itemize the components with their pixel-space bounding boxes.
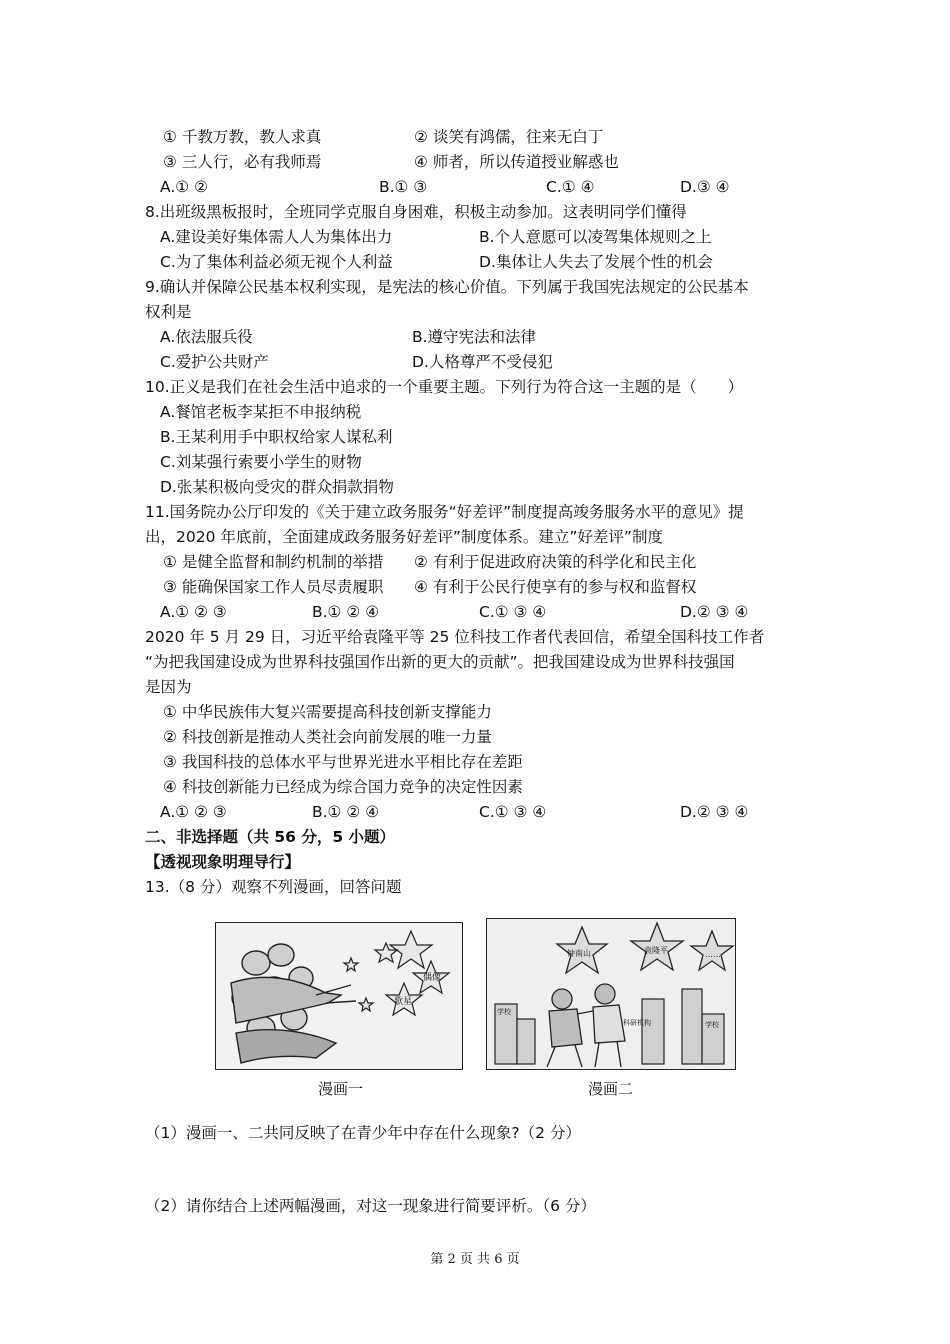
cartoon-two-star-label-3: ……: [705, 950, 721, 959]
q11-item-4: ④ 有利于公民行使享有的参与权和监督权: [414, 578, 697, 596]
q7-item-1: ① 千教万教，教人求真: [163, 128, 322, 146]
q7-option-b: B.① ③: [379, 178, 428, 196]
q12-item-3: ③ 我国科技的总体水平与世界光进水平相比存在差距: [163, 753, 523, 771]
q8-option-a: A.建设美好集体需人人为集体出力: [160, 228, 393, 246]
q11-option-a: A.① ② ③: [160, 603, 227, 621]
q12-option-b: B.① ② ④: [312, 803, 380, 821]
q11-option-b: B.① ② ④: [312, 603, 380, 621]
q7-item-4: ④ 师者，所以传道授业解惑也: [414, 153, 619, 171]
q9-option-d: D.人格尊严不受侵犯: [412, 353, 553, 371]
q11-item-1: ① 是健全监督和制约机制的举措: [163, 553, 384, 571]
q7-option-a: A.① ②: [160, 178, 208, 196]
q12-item-1: ① 中华民族伟大复兴需要提高科技创新支撑能力: [163, 703, 492, 721]
q12-item-4: ④ 科技创新能力已经成为综合国力竞争的决定性因素: [163, 778, 523, 796]
q12-option-d: D.② ③ ④: [680, 803, 749, 821]
section-subtitle: 【透视现象明理导行】: [145, 853, 301, 871]
q11-option-c: C.① ③ ④: [479, 603, 547, 621]
cartoon-two-illustration: [487, 919, 735, 1069]
q8-stem: 8.出班级黑板报时，全班同学克服自身困难，积极主动参加。这表明同学们懂得: [145, 203, 687, 221]
cartoon-two-star-label-2: 袁隆平: [644, 946, 668, 955]
cartoon-two: [486, 918, 736, 1070]
page-footer: 第 2 页 共 6 页: [430, 1252, 520, 1267]
q10-option-c: C.刘某强行索要小学生的财物: [160, 453, 362, 471]
cartoon-two-sign-3: 学校: [705, 1021, 719, 1029]
q9-option-a: A.依法服兵役: [160, 328, 253, 346]
q11-stem-line2: 出，2020 年底前，全面建成政务服务好差评”制度体系。建立”好差评”制度: [145, 528, 663, 546]
q10-stem: 10.正义是我们在社会生活中追求的一个重要主题。下列行为符合这一主题的是（ ）: [145, 378, 744, 396]
q12-stem-line3: 是因为: [145, 678, 192, 696]
q9-stem-line2: 权利是: [145, 303, 192, 321]
cartoon-two-sign-1: 学校: [497, 1008, 511, 1016]
q7-item-3: ③ 三人行，必有我师焉: [163, 153, 322, 171]
q12-option-a: A.① ② ③: [160, 803, 227, 821]
q10-option-b: B.王某利用手中职权给家人谋私利: [160, 428, 393, 446]
cartoon-two-caption: 漫画二: [588, 1080, 634, 1098]
q9-option-c: C.爱护公共财产: [160, 353, 269, 371]
q9-option-b: B.遵守宪法和法律: [412, 328, 537, 346]
q7-option-c: C.① ④: [546, 178, 595, 196]
q9-stem-line1: 9.确认并保障公民基本权利实现，是宪法的核心价值。下列属于我国宪法规定的公民基本: [145, 278, 749, 296]
q11-item-2: ② 有利于促进政府决策的科学化和民主化: [414, 553, 697, 571]
q12-option-c: C.① ③ ④: [479, 803, 547, 821]
q11-item-3: ③ 能确保国家工作人员尽责履职: [163, 578, 384, 596]
cartoon-one: [215, 922, 463, 1070]
cartoon-two-star-label-1: 钟南山: [567, 949, 591, 958]
cartoon-one-star-label-1: 偶像: [423, 973, 442, 983]
cartoon-two-sign-2: 科研机构: [623, 1019, 651, 1027]
q11-option-d: D.② ③ ④: [680, 603, 749, 621]
q13-sub2: （2）请你结合上述两幅漫画，对这一现象进行简要评析。（6 分）: [145, 1197, 596, 1215]
q8-option-b: B.个人意愿可以凌驾集体规则之上: [479, 228, 712, 246]
cartoon-one-caption: 漫画一: [318, 1080, 364, 1098]
q12-stem-line1: 2020 年 5 月 29 日，习近平给袁隆平等 25 位科技工作者代表回信，希望全国科技工作者: [145, 628, 765, 646]
q7-option-d: D.③ ④: [680, 178, 730, 196]
q13-sub1: （1）漫画一、二共同反映了在青少年中存在什么现象?（2 分）: [145, 1124, 581, 1142]
q8-option-d: D.集体让人失去了发展个性的机会: [479, 253, 713, 271]
q7-item-2: ② 谈笑有鸿儒，往来无白丁: [414, 128, 604, 146]
q11-stem-line1: 11.国务院办公厅印发的《关于建立政务服务“好差评”制度提高竣务服务水平的意见》提: [145, 503, 744, 521]
q10-option-d: D.张某积极向受灾的群众捐款捐物: [160, 478, 394, 496]
q12-item-2: ② 科技创新是推动人类社会向前发展的唯一力量: [163, 728, 492, 746]
section-title: 二、非选择题（共 56 分，5 小题）: [145, 828, 396, 846]
cartoon-one-star-label-2: 歌星: [394, 997, 413, 1007]
q8-option-c: C.为了集体利益必须无视个人利益: [160, 253, 393, 271]
q13-stem: 13.（8 分）观察不列漫画，回答问题: [145, 878, 402, 896]
q12-stem-line2: “为把我国建设成为世界科技强国作出新的更大的贡献”。把我国建设成为世界科技强国: [145, 653, 735, 671]
cartoon-one-illustration: [216, 923, 462, 1069]
q10-option-a: A.餐馆老板李某拒不申报纳税: [160, 403, 362, 421]
